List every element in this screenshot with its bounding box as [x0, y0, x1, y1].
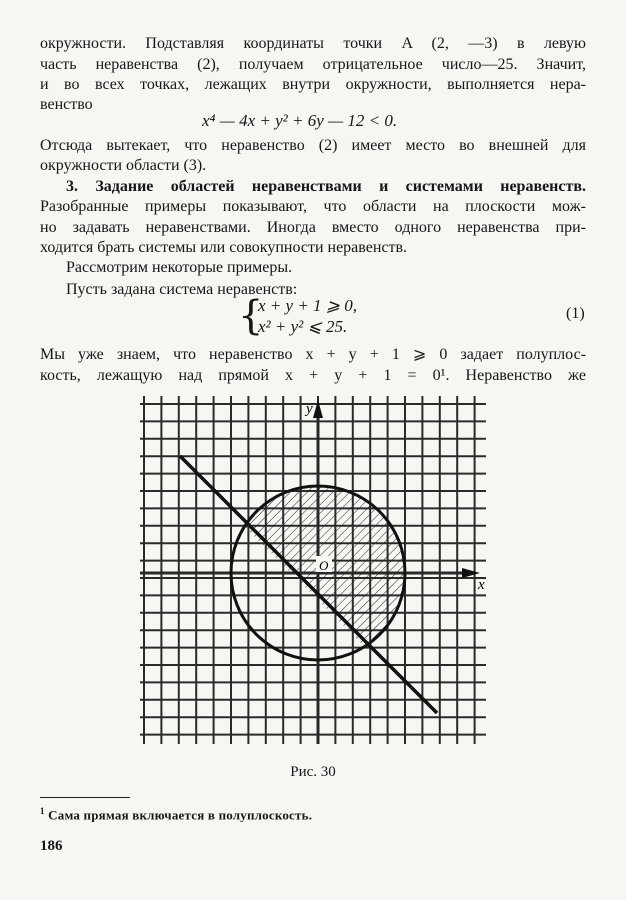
y-axis-label: y — [306, 401, 313, 417]
text-line: ходится брать системы или совокупности неравенств. — [40, 239, 408, 256]
text-line: Пусть задана система неравенств: — [66, 281, 298, 298]
text-line: окружности. Подставляя координаты точки A (2, —3) в левую — [40, 35, 586, 52]
text-line: окружности области (3). — [40, 157, 207, 174]
footnote-marker: 1 — [40, 806, 45, 816]
text-line: и во всех точках, лежащих внутри окружности, выполняется нера- — [40, 76, 586, 93]
hatched-region — [140, 396, 490, 722]
text-line: часть неравенства (2), получаем отрицательное число—25. Значит, — [40, 56, 586, 73]
text-line: но задавать неравенствами. Иногда вместо одного неравенства при- — [40, 219, 586, 236]
figure-caption: Рис. 30 — [290, 764, 336, 780]
x-axis-label: x — [478, 577, 485, 593]
system-equation-2: x² + y² ⩽ 25. — [258, 317, 348, 336]
inequality-formula: x⁴ — 4x + y² + 6y — 12 < 0. — [202, 111, 398, 130]
page-number: 186 — [40, 838, 63, 854]
figure-30 — [140, 396, 490, 751]
footnote-text: Сама прямая включается в полуплоскость. — [48, 807, 313, 823]
section-heading: 3. Задание областей неравенствами и системами неравенств. — [66, 178, 586, 195]
text-line: кость, лежащую над прямой x + y + 1 = 0¹. Неравенство же — [40, 367, 586, 384]
equation-number: (1) — [566, 305, 585, 322]
y-axis-arrow — [313, 400, 323, 418]
text-line: Отсюда вытекает, что неравенство (2) имеет место во внешней для — [40, 137, 586, 154]
system-brace: { — [238, 293, 264, 339]
text-line: Мы уже знаем, что неравенство x + y + 1 ⩾ 0 задает полуплос- — [40, 346, 586, 363]
footnote — [40, 806, 312, 823]
footnote-rule — [40, 797, 130, 798]
text-line: венство — [40, 96, 93, 113]
origin-label: O — [319, 558, 329, 573]
system-equation-1: x + y + 1 ⩾ 0, — [258, 296, 358, 315]
text-line: Рассмотрим некоторые примеры. — [66, 259, 293, 276]
text-line: Разобранные примеры показывают, что области на плоскости мож- — [40, 198, 586, 215]
